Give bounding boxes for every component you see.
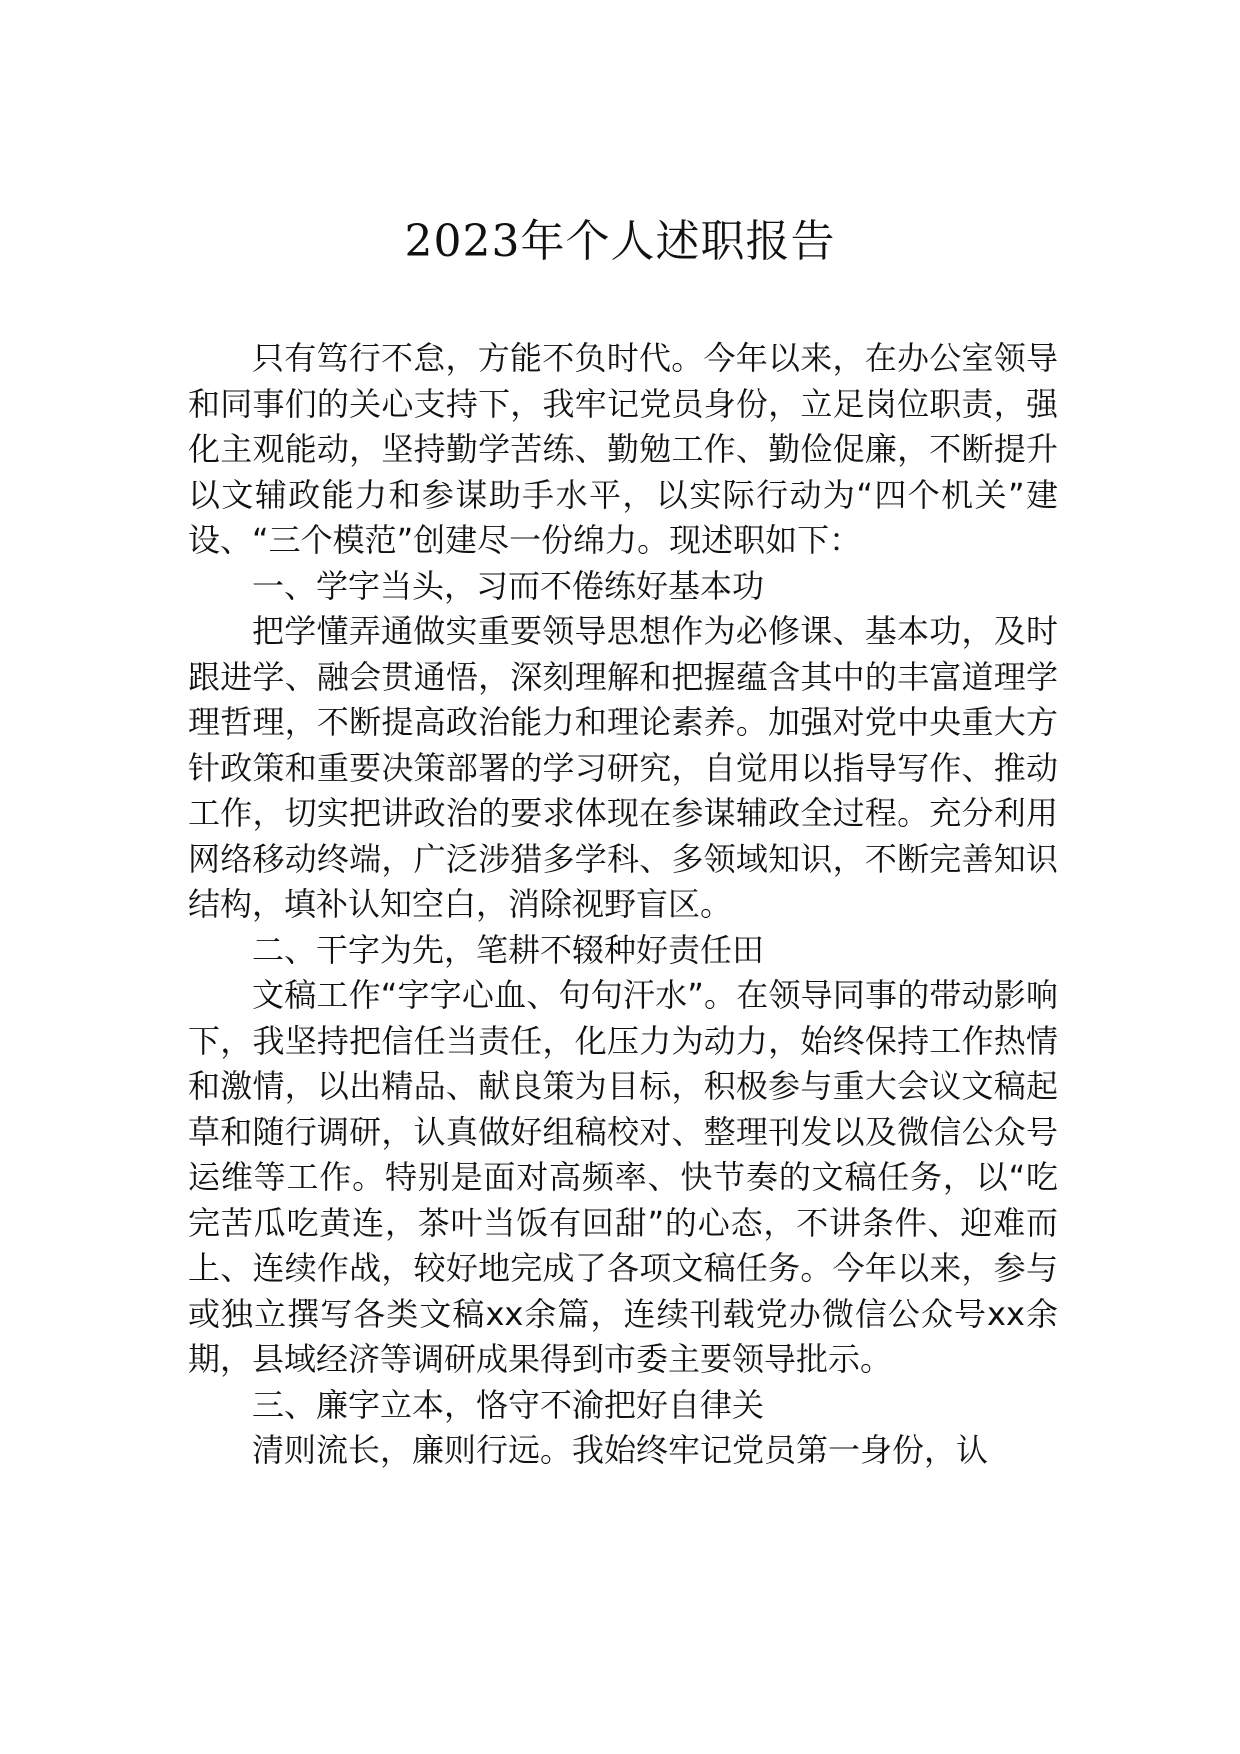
section-heading-2: 二、干字为先，笔耕不辍种好责任田 <box>252 930 765 969</box>
section-heading-1: 一、学字当头，习而不倦练好基本功 <box>252 566 765 605</box>
paragraph-intro: 只有笃行不怠，方能不负时代。今年以来，在办公室领导和同事们的关心支持下，我牢记党员身份，立足岗位职责，强化主观能动，坚持勤学苦练、勤勉工作、勤俭促廉，不断提升以文辅政能力和参谋助手水平，以实际行动为“四个机关”建设、“三个模范”创建尽一份绵力。现述职如下： <box>188 339 1058 559</box>
paragraph-work: 文稿工作“字字心血、句句汗水”。在领导同事的带动影响下，我坚持把信任当责任，化压力为动力，始终保持工作热情和激情，以出精品、献良策为目标，积极参与重大会议文稿起草和随行调研，认真做好组稿校对、整理刊发以及微信公众号运维等工作。特别是面对高频率、快节奏的文稿任务，以“吃完苦瓜吃黄连，茶叶当饭有回甜”的心态，不讲条件、迎难而上、连续作战，较好地完成了各项文稿任务。今年以来，参与或独立撰写各类文稿xx余篇，连续刊载党办微信公众号xx余期，县域经济等调研成果得到市委主要领导批示。 <box>188 976 1058 1378</box>
document-title: 2023年个人述职报告 <box>404 216 836 267</box>
paragraph-study: 把学懂弄通做实重要领导思想作为必修课、基本功，及时跟进学、融会贯通悟，深刻理解和把握蕴含其中的丰富道理学理哲理，不断提高政治能力和理论素养。加强对党中央重大方针政策和重要决策部署的学习研究，自觉用以指导写作、推动工作，切实把讲政治的要求体现在参谋辅政全过程。充分利用网络移动终端，广泛涉猎多学科、多领域知识，不断完善知识结构，填补认知空白，消除视野盲区。 <box>188 612 1058 923</box>
paragraph-integrity: 清则流长，廉则行远。我始终牢记党员第一身份，认 <box>252 1431 989 1469</box>
document-body <box>188 336 1058 1474</box>
section-heading-3: 三、廉字立本，恪守不渝把好自律关 <box>252 1385 765 1424</box>
